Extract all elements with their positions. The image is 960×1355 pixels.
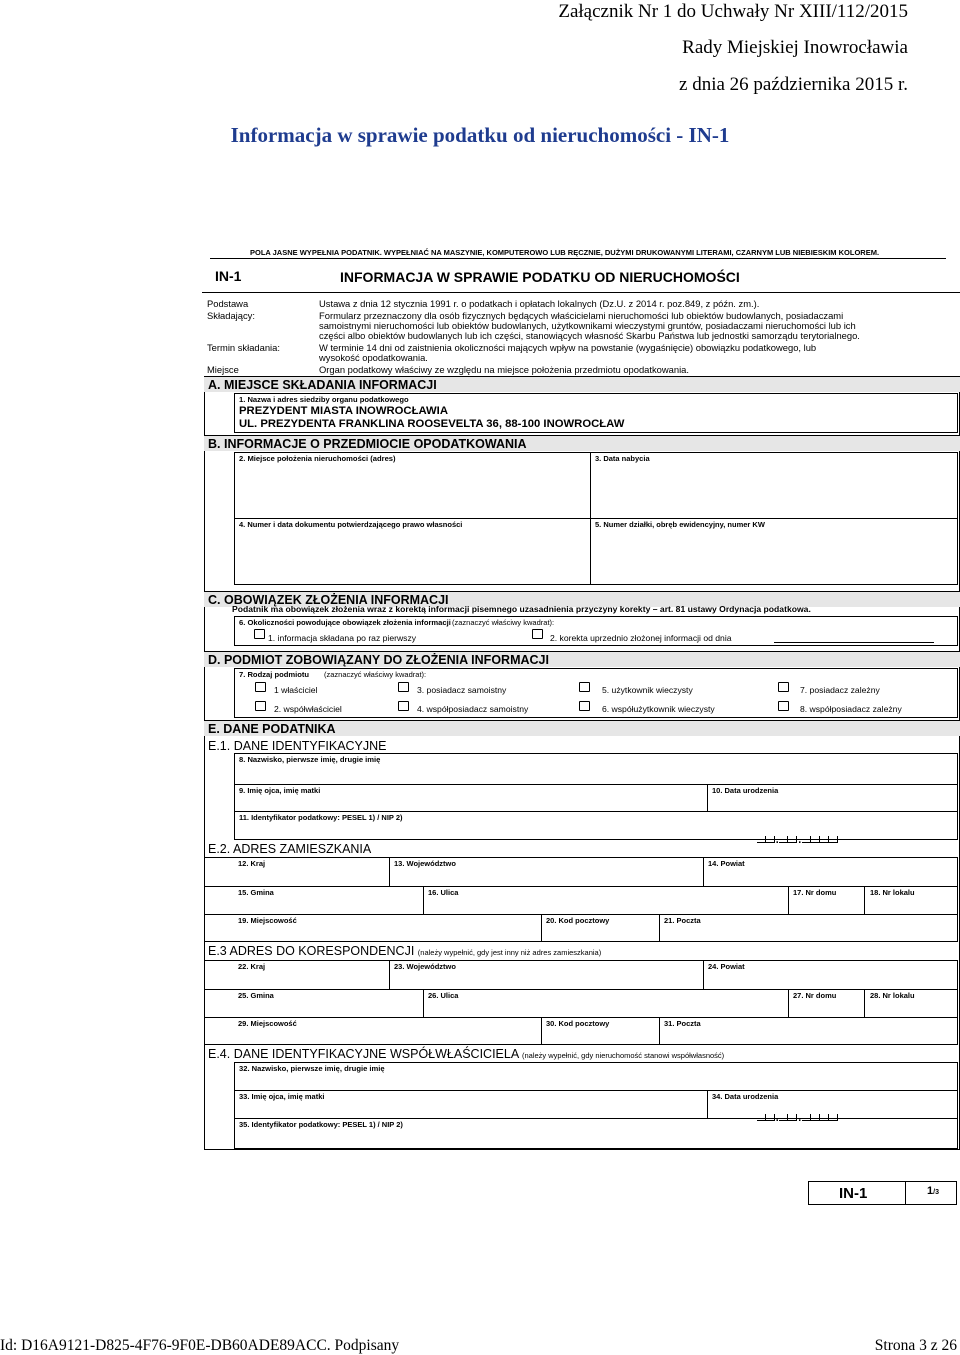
co-independent-holder-checkbox[interactable] xyxy=(398,701,409,711)
section-c-title: C. OBOWIĄZEK ZŁOŻENIA INFORMACJI xyxy=(204,591,960,607)
divider xyxy=(205,914,957,915)
divider xyxy=(205,1017,957,1018)
field-6-hint: (zaznaczyć właściwy kwadrat): xyxy=(452,618,555,627)
field-9-label: 9. Imię ojca, imię matki xyxy=(239,786,321,795)
termin-line: wysokość opodatkowania. xyxy=(319,352,428,363)
form-in-1 xyxy=(202,243,960,1150)
field-21-label: 21. Poczta xyxy=(664,916,701,925)
e1-grid xyxy=(234,753,958,847)
council-line: Rady Miejskiej Inowrocławia xyxy=(682,37,908,58)
podstawa-label: Podstawa xyxy=(207,298,249,309)
skladajacy-label: Składający: xyxy=(207,310,255,321)
form-heading: INFORMACJA W SPRAWIE PODATKU OD NIERUCHOMOŚCI xyxy=(340,269,740,285)
field-27-label: 27. Nr domu xyxy=(793,991,837,1000)
form-instruction: POLA JASNE WYPEŁNIA PODATNIK. WYPEŁNIAĆ NA MASZYNIE, KOMPUTEROWO LUB RĘCZNIE, DUŻYMI DRUKOWANYMI LITERAMI, CZARNYM LUB NIEBIESKIM KOLOREM. xyxy=(250,248,880,257)
e4-title xyxy=(208,1047,724,1061)
field-29-label: 29. Miejscowość xyxy=(238,1019,297,1028)
date-line: z dnia 26 października 2015 r. xyxy=(679,74,908,95)
page-box-number xyxy=(927,1185,939,1197)
section-b-grid xyxy=(234,452,958,585)
form-code: IN-1 xyxy=(215,268,242,284)
page-box-page: 1 xyxy=(927,1185,934,1197)
skladajacy-line: części albo obiektów budowlanych lub ich części, stanowiących własność Skarbu Państwa lub jednostki samorządu terytorialnego. xyxy=(319,330,860,341)
divider xyxy=(788,886,789,914)
correction-date-line[interactable] xyxy=(774,642,934,643)
e3-title xyxy=(208,944,601,958)
tax-office-address: UL. PREZYDENTA FRANKLINA ROOSEVELTA 36, 88-100 INOWROCŁAW xyxy=(239,418,625,430)
field-22-label: 22. Kraj xyxy=(238,962,266,971)
section-d-title: D. PODMIOT ZOBOWIĄZANY DO ZŁOŻENIA INFORMACJI xyxy=(204,651,960,667)
dependent-holder-label: 7. posiadacz zależny xyxy=(800,685,880,695)
e4-grid xyxy=(234,1062,958,1149)
birth-date-boxes[interactable]: . . xyxy=(757,830,838,836)
co-owner-checkbox[interactable] xyxy=(255,701,266,711)
field-34-label: 34. Data urodzenia xyxy=(712,1092,779,1101)
field-16-label: 16. Ulica xyxy=(428,888,459,897)
page-box-total: /3 xyxy=(933,1189,939,1196)
attachment-line: Załącznik Nr 1 do Uchwały Nr XIII/112/2015 xyxy=(558,1,908,22)
dependent-holder-checkbox[interactable] xyxy=(778,682,789,692)
field-20-label: 20. Kod pocztowy xyxy=(546,916,610,925)
field-1-box[interactable] xyxy=(234,393,958,433)
co-dependent-holder-label: 8. współposiadacz zależny xyxy=(800,704,902,714)
field-11-label: 11. Identyfikator podatkowy: PESEL 1) / NIP 2) xyxy=(239,813,403,822)
field-25-label: 25. Gmina xyxy=(238,991,274,1000)
field-32-label: 32. Nazwisko, pierwsze imię, drugie imię xyxy=(239,1064,385,1073)
form-bottom-border xyxy=(204,1149,960,1150)
skladajacy-line: samoistnymi nieruchomości lub obiektów budowlanych, użytkownikami wieczystymi gruntów, posiadaczami nieruchomości lub ich xyxy=(319,320,856,331)
divider xyxy=(788,989,789,1017)
independent-holder-label: 3. posiadacz samoistny xyxy=(417,685,507,695)
e2-grid xyxy=(204,857,958,942)
divider xyxy=(205,989,957,990)
field-30-label: 30. Kod pocztowy xyxy=(546,1019,610,1028)
perpetual-user-label: 5. użytkownik wieczysty xyxy=(602,685,693,695)
page-box-code: IN-1 xyxy=(839,1185,868,1202)
field-19-label: 19. Miejscowość xyxy=(238,916,297,925)
co-owner-birth-date-boxes[interactable]: . . xyxy=(757,1108,838,1114)
section-a-title: A. MIEJSCE SKŁADANIA INFORMACJI xyxy=(204,376,960,392)
divider xyxy=(423,989,424,1017)
divider xyxy=(235,784,957,785)
divider xyxy=(707,1090,708,1118)
tax-office-name: PREZYDENT MIASTA INOWROCŁAWIA xyxy=(239,405,448,417)
podstawa-value: Ustawa z dnia 12 stycznia 1991 r. o podatkach i opłatach lokalnych (Dz.U. z 2014 r. poz.849, z późn. zm.). xyxy=(319,298,760,309)
divider xyxy=(864,989,865,1017)
document-id: Id: D16A9121-D825-4F76-9F0E-DB60ADE89ACC. Podpisany xyxy=(0,1337,400,1354)
field-15-label: 15. Gmina xyxy=(238,888,274,897)
e1-title: E.1. DANE IDENTYFIKACYJNE xyxy=(208,739,387,753)
divider xyxy=(423,886,424,914)
field-24-label: 24. Powiat xyxy=(708,962,745,971)
field-26-label: 26. Ulica xyxy=(428,991,459,1000)
correction-note: Podatnik ma obowiązek złożenia wraz z korektą informacji pisemnego uzasadnienia przyczyny korekty – art. 81 ustawy Ordynacja podatkowa. xyxy=(232,604,811,614)
e3-note: (należy wypełnić, gdy jest inny niż adres zamieszkania) xyxy=(417,948,602,957)
field-23-label: 23. Województwo xyxy=(394,962,456,971)
e2-title: E.2. ADRES ZAMIESZKANIA xyxy=(208,842,372,856)
field-8-label: 8. Nazwisko, pierwsze imię, drugie imię xyxy=(239,755,381,764)
co-dependent-holder-checkbox[interactable] xyxy=(778,701,789,711)
co-perpetual-user-checkbox[interactable] xyxy=(579,701,590,711)
divider xyxy=(235,811,957,812)
divider xyxy=(659,914,660,941)
divider xyxy=(202,292,960,293)
divider xyxy=(541,914,542,941)
divider xyxy=(205,886,957,887)
field-17-label: 17. Nr domu xyxy=(793,888,837,897)
page-indicator: Strona 3 z 26 xyxy=(874,1337,957,1354)
first-filing-checkbox[interactable] xyxy=(254,629,265,639)
co-independent-holder-label: 4. współposiadacz samoistny xyxy=(417,704,529,714)
field-4-label: 4. Numer i data dokumentu potwierdzającego prawo własności xyxy=(239,520,463,529)
field-2-label: 2. Miejsce położenia nieruchomości (adres) xyxy=(239,454,396,463)
divider xyxy=(864,886,865,914)
divider xyxy=(905,1182,906,1204)
field-3-label: 3. Data nabycia xyxy=(595,454,650,463)
field-6-label: 6. Okoliczności powodujące obowiązek złożenia informacji xyxy=(239,618,451,627)
field-10-label: 10. Data urodzenia xyxy=(712,786,779,795)
divider xyxy=(541,1017,542,1044)
perpetual-user-checkbox[interactable] xyxy=(579,682,590,692)
field-31-label: 31. Poczta xyxy=(664,1019,701,1028)
field-7-label: 7. Rodzaj podmiotu xyxy=(239,670,310,679)
divider xyxy=(707,784,708,811)
field-5-label: 5. Numer działki, obręb ewidencyjny, numer KW xyxy=(595,520,765,529)
page-number-box xyxy=(808,1181,957,1205)
divider xyxy=(389,858,390,886)
correction-label: 2. korekta uprzednio złożonej informacji od dnia xyxy=(550,633,732,643)
divider xyxy=(389,961,390,989)
correction-checkbox[interactable] xyxy=(532,629,543,639)
independent-holder-checkbox[interactable] xyxy=(398,682,409,692)
document-title: Informacja w sprawie podatku od nieruchomości - IN-1 xyxy=(230,123,730,147)
divider xyxy=(210,258,946,259)
field-28-label: 28. Nr lokalu xyxy=(870,991,915,1000)
field-12-label: 12. Kraj xyxy=(238,859,266,868)
skladajacy-line: Formularz przeznaczony dla osób fizycznych będących właścicielami nieruchomości lub obiektów budowlanych, posiadaczami xyxy=(319,310,844,321)
section-b-title: B. INFORMACJE O PRZEDMIOCIE OPODATKOWANIA xyxy=(204,435,960,451)
divider xyxy=(703,961,704,989)
divider xyxy=(659,1017,660,1044)
e3-title-text: E.3 ADRES DO KORESPONDENCJI xyxy=(208,944,415,958)
divider xyxy=(235,1090,957,1091)
owner-checkbox[interactable] xyxy=(255,682,266,692)
e3-grid xyxy=(204,960,958,1045)
co-owner-label: 2. współwłaściciel xyxy=(274,704,342,714)
divider xyxy=(235,518,957,519)
section-e-title: E. DANE PODATNIKA xyxy=(204,720,960,736)
divider xyxy=(235,1118,957,1119)
field-13-label: 13. Województwo xyxy=(394,859,456,868)
field-18-label: 18. Nr lokalu xyxy=(870,888,915,897)
field-7-hint: (zaznaczyć właściwy kwadrat): xyxy=(324,670,427,679)
e4-title-text: E.4. DANE IDENTYFIKACYJNE WSPÓŁWŁAŚCICIELA xyxy=(208,1047,519,1061)
first-filing-label: 1. informacja składana po raz pierwszy xyxy=(268,633,417,643)
termin-label: Termin składania: xyxy=(207,342,280,353)
miejsce-value: Organ podatkowy właściwy ze względu na miejsce położenia przedmiotu opodatkowania. xyxy=(319,364,689,375)
termin-line: W terminie 14 dni od zaistnienia okoliczności mających wpływ na powstanie (wygaśnięcie) obowiązku podatkowego, lub xyxy=(319,342,817,353)
field-35-label: 35. Identyfikator podatkowy: PESEL 1) / NIP 2) xyxy=(239,1120,403,1129)
field-14-label: 14. Powiat xyxy=(708,859,745,868)
owner-label: 1 właściciel xyxy=(274,685,318,695)
field-1-label: 1. Nazwa i adres siedziby organu podatkowego xyxy=(239,395,409,404)
co-perpetual-user-label: 6. współużytkownik wieczysty xyxy=(602,704,715,714)
e4-note: (należy wypełnić, gdy nieruchomość stanowi współwłasność) xyxy=(521,1051,725,1060)
field-33-label: 33. Imię ojca, imię matki xyxy=(239,1092,325,1101)
divider xyxy=(703,858,704,886)
miejsce-label: Miejsce xyxy=(207,364,239,375)
